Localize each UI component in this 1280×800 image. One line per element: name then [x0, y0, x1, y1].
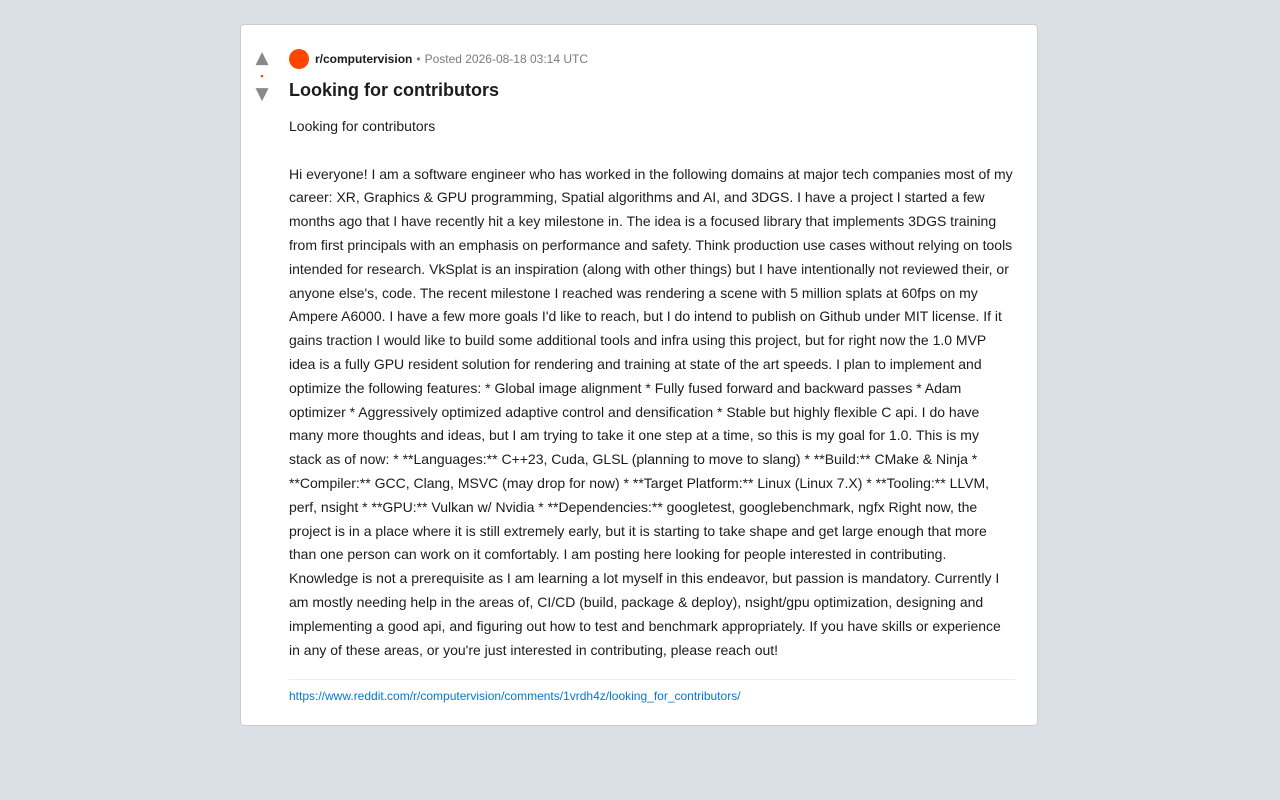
post-url-link[interactable]: https://www.reddit.com/r/computervision/comments/1vrdh4z/looking_for_contributors/ — [289, 689, 741, 704]
upvote-arrow-icon[interactable]: ▲ — [255, 48, 269, 68]
subreddit-link[interactable]: r/computervision — [315, 52, 413, 66]
post-body-text: Hi everyone! I am a software engineer who has worked in the following domains at major tech companies most of my career: XR, Graphics & GPU programming, Spatial algorithms and AI, and 3DGS. I have a project I started a few months ago that I have recently hit a key milestone in. The idea is a focused library that implements 3DGS training from first principals with an emphasis on performance and safety. Think production use cases without relying on tools intended for research. VkSplat is an inspiration (along with other things) but I have intentionally not reviewed their, or anyone else's, code. The recent milestone I reached was rendering a scene with 5 million splats at 60fps on my Ampere A6000. I have a few more goals I'd like to reach, but I do intend to publish on Github under MIT license. If it gains traction I would like to build some additional tools and infra using this project, but for right now the 1.0 MVP idea is a fully GPU resident solution for rendering and training at state of the art speeds. I plan to implement and optimize the following features: * Global image alignment * Fully fused forward and backward passes * Adam optimizer * Aggressively optimized adaptive control and densification * Stable but highly flexible C api. I do have many more thoughts and ideas, but I am trying to take it one step at a time, so this is my goal for 1.0. This is my stack as of now: * **Languages:** C++23, Cuda, GLSL (planning to move to slang) * **Build:** CMake & Ninja * **Compiler:** GCC, Clang, MSVC (may drop for now) * **Target Platform:** Linux (Linux 7.X) * **Tooling:** LLVM, perf, nsight * **GPU:** Vulkan w/ Nvidia * **Dependencies:** googletest, googlebenchmark, ngfx Right now, the project is in a place where it is still extremely early, but it is starting to take shape and get large enough that more than one person can work on it comfortably. I am posting here looking for people interested in contributing. Knowledge is not a prerequisite as I am learning a lot myself in this endeavor, but passion is mandatory. Currently I am mostly needing help in the areas of, CI/CD (build, package & deploy), nsight/gpu optimization, designing and implementing a good api, and figuring out how to test and benchmark appropriately. If you have skills or experience in any of these areas, or you're just interested in contributing, please reach out! — [289, 165, 1013, 658]
downvote-arrow-icon[interactable]: ▼ — [255, 84, 269, 104]
subreddit-avatar[interactable] — [289, 49, 309, 69]
post-body — [289, 115, 1015, 662]
post-card — [240, 24, 1038, 726]
vote-score: • — [260, 71, 264, 81]
vote-column — [251, 49, 273, 103]
divider — [289, 679, 1015, 680]
post-body-lead: Looking for contributors — [289, 118, 436, 134]
meta-separator: • — [416, 52, 421, 66]
post-meta — [289, 49, 1015, 69]
post-content — [289, 49, 1015, 703]
post-timestamp: Posted 2026-08-18 03:14 UTC — [424, 52, 588, 66]
post-title[interactable]: Looking for contributors — [289, 80, 499, 100]
